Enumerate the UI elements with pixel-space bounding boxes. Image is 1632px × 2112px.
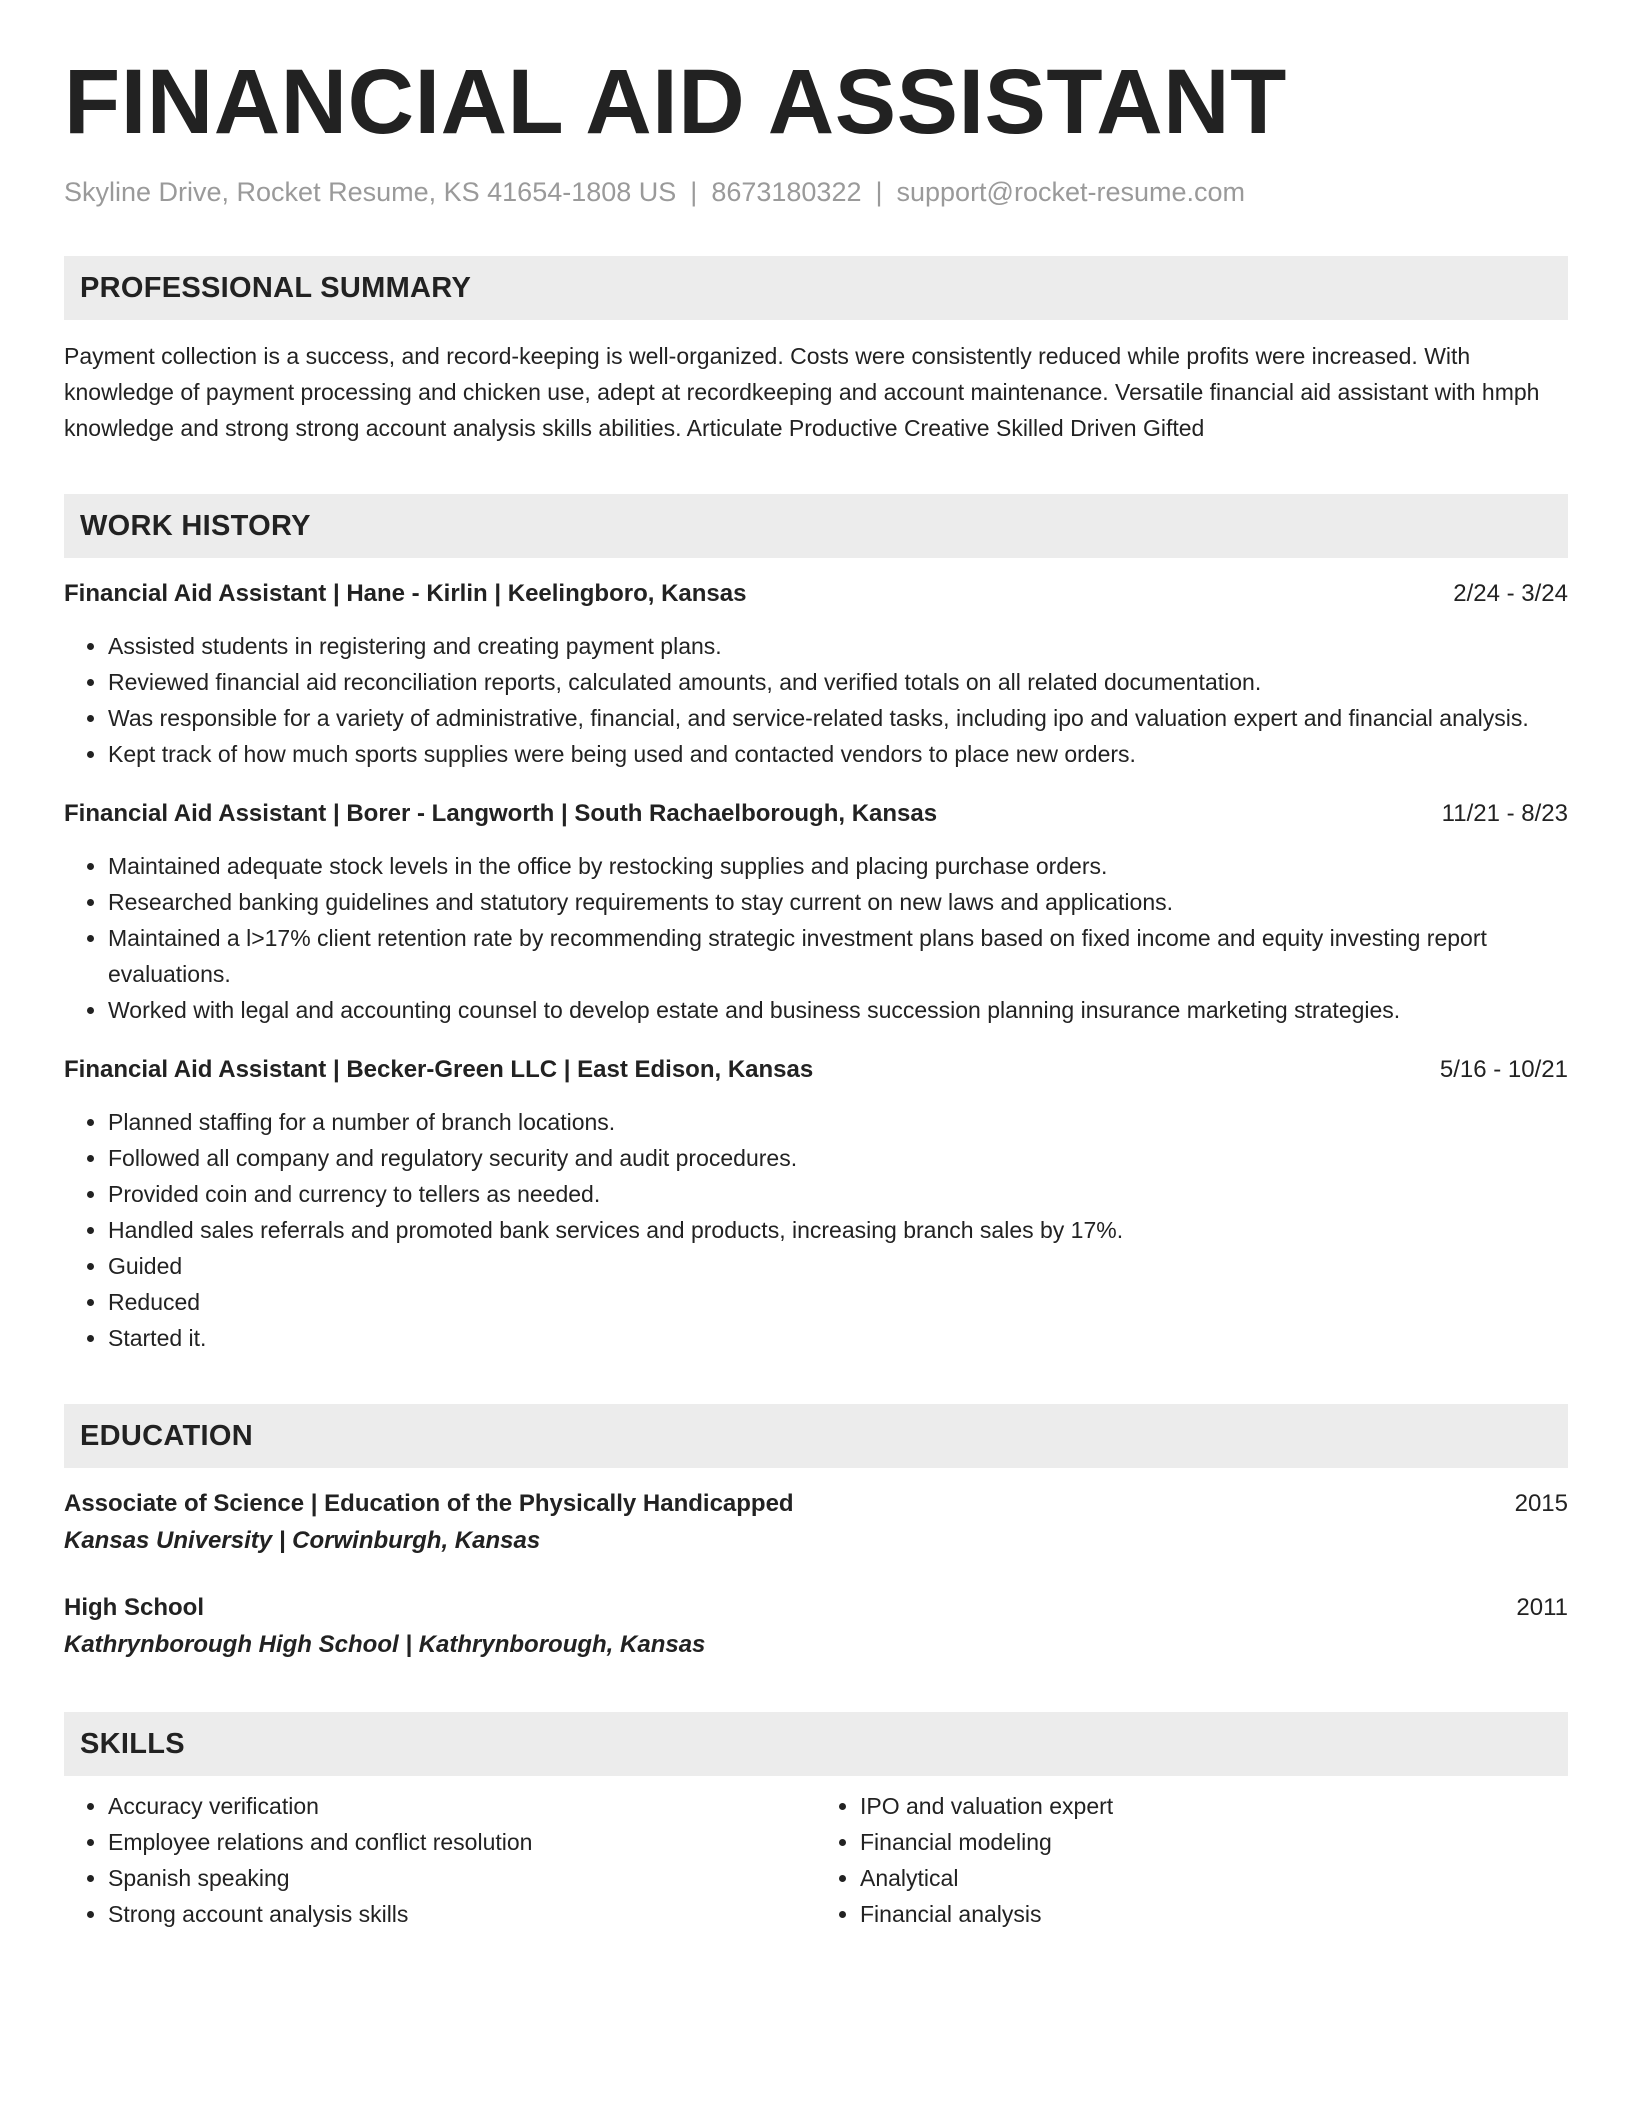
skills-column-left — [64, 1788, 816, 1932]
job-bullet: • Followed all company and regulatory security and audit procedures. — [108, 1140, 1568, 1176]
job-bullet: • Reviewed financial aid reconciliation reports, calculated amounts, and verified totals on all related documentation. — [108, 664, 1568, 700]
skills-heading: SKILLS — [64, 1712, 1568, 1776]
summary-heading: PROFESSIONAL SUMMARY — [64, 256, 1568, 320]
education-school: Kathrynborough High School | Kathrynborough, Kansas — [64, 1631, 706, 1659]
candidate-name: FINANCIAL AID ASSISTANT — [64, 51, 1287, 153]
summary-text: Payment collection is a success, and record-keeping is well-organized. Costs were consistently reduced while profits were increased. With knowledge of payment processing and chicken use, adept at recordkeeping and account maintenance. Versatile financial aid assistant with hmph knowledge and strong strong account analysis skills abilities. Articulate Productive Creative Skilled Driven Gifted — [64, 343, 1540, 442]
contact-separator: | — [875, 177, 883, 207]
skill-item: • Strong account analysis skills — [108, 1896, 816, 1932]
job-entry — [64, 1052, 1568, 1356]
skill-item: • Financial analysis — [860, 1896, 1568, 1932]
job-header — [64, 576, 1568, 612]
education-year: 2011 — [1516, 1594, 1568, 1622]
job-bullet: • Maintained adequate stock levels in the office by restocking supplies and placing purchase orders. — [108, 848, 1568, 884]
job-dates: 2/24 - 3/24 — [1453, 580, 1568, 608]
job-bullets — [64, 848, 1568, 1028]
job-bullet: • Started it. — [108, 1320, 1568, 1356]
education-header — [64, 1486, 1568, 1522]
education-degree: High School — [64, 1594, 204, 1622]
job-dates: 11/21 - 8/23 — [1441, 800, 1568, 828]
contact-separator: | — [690, 177, 698, 207]
job-title: Financial Aid Assistant | Becker-Green LLC | East Edison, Kansas — [64, 1056, 814, 1084]
skill-item: • Employee relations and conflict resolution — [108, 1824, 816, 1860]
job-header — [64, 1052, 1568, 1088]
job-title: Financial Aid Assistant | Borer - Langworth | South Rachaelborough, Kansas — [64, 800, 938, 828]
job-bullets — [64, 1104, 1568, 1356]
skill-item: • Financial modeling — [860, 1824, 1568, 1860]
skill-item: • Spanish speaking — [108, 1860, 816, 1896]
job-bullet: • Researched banking guidelines and statutory requirements to stay current on new laws and applications. — [108, 884, 1568, 920]
education-school: Kansas University | Corwinburgh, Kansas — [64, 1527, 541, 1555]
job-bullet: • Planned staffing for a number of branch locations. — [108, 1104, 1568, 1140]
job-entry — [64, 576, 1568, 772]
job-bullet: • Was responsible for a variety of administrative, financial, and service-related tasks, including ipo and valuation expert and financial analysis. — [108, 700, 1568, 736]
job-bullets — [64, 628, 1568, 772]
contact-line — [64, 176, 1568, 208]
job-bullet: • Assisted students in registering and creating payment plans. — [108, 628, 1568, 664]
job-bullet: • Guided — [108, 1248, 1568, 1284]
job-dates: 5/16 - 10/21 — [1439, 1056, 1568, 1084]
job-bullet: • Kept track of how much sports supplies were being used and contacted vendors to place new orders. — [108, 736, 1568, 772]
skill-item: • IPO and valuation expert — [860, 1788, 1568, 1824]
job-title: Financial Aid Assistant | Hane - Kirlin | Keelingboro, Kansas — [64, 580, 747, 608]
work-history-heading: WORK HISTORY — [64, 494, 1568, 558]
education-degree: Associate of Science | Education of the Physically Handicapped — [64, 1490, 794, 1518]
job-bullet: • Maintained a l>17% client retention rate by recommending strategic investment plans based on fixed income and equity investing report evaluations. — [108, 920, 1568, 992]
job-bullet: • Worked with legal and accounting counsel to develop estate and business succession planning insurance marketing strategies. — [108, 992, 1568, 1028]
contact-email: support@rocket-resume.com — [896, 177, 1246, 207]
job-bullet: • Provided coin and currency to tellers as needed. — [108, 1176, 1568, 1212]
job-entry — [64, 796, 1568, 1028]
education-header — [64, 1590, 1568, 1626]
education-entry — [64, 1486, 1568, 1560]
skill-item: • Accuracy verification — [108, 1788, 816, 1824]
education-entry — [64, 1590, 1568, 1664]
contact-phone: 8673180322 — [711, 177, 862, 207]
skills-column-right — [816, 1788, 1568, 1932]
job-bullet: • Reduced — [108, 1284, 1568, 1320]
job-header — [64, 796, 1568, 832]
contact-address: Skyline Drive, Rocket Resume, KS 41654-1808 US — [64, 177, 677, 207]
education-year: 2015 — [1514, 1490, 1568, 1518]
job-bullet: • Handled sales referrals and promoted bank services and products, increasing branch sales by 17%. — [108, 1212, 1568, 1248]
skills-list — [64, 1788, 1568, 1932]
skill-item: • Analytical — [860, 1860, 1568, 1896]
education-heading: EDUCATION — [64, 1404, 1568, 1468]
